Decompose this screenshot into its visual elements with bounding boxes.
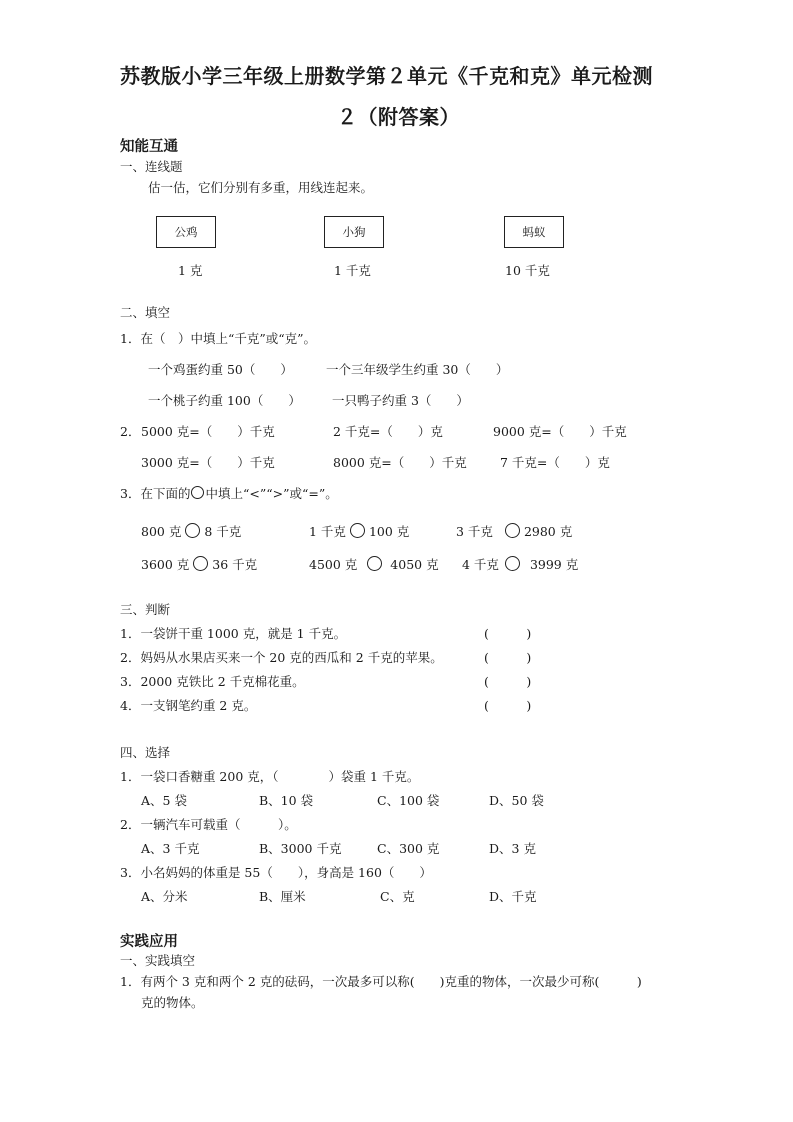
- compare-right: 8 千克: [204, 524, 242, 539]
- fill-q1-prompt: 1．在（ ）中填上“千克”或“克”。: [120, 331, 317, 346]
- match-box-label: 小狗: [342, 225, 366, 239]
- choice-stem[interactable]: 2．一辆汽车可载重（ ）。: [120, 817, 297, 832]
- choice-option-b[interactable]: B、10 袋: [259, 793, 314, 808]
- match-weight-1kg[interactable]: 1 千克: [334, 263, 371, 278]
- compare-circle-blank[interactable]: [505, 556, 520, 571]
- section-heading-practice-fill: 一、实践填空: [120, 953, 196, 968]
- compare-pair: [456, 522, 572, 540]
- part-heading-shijian: 实践应用: [120, 934, 178, 950]
- fill-q2-item[interactable]: 8000 克=（ ）千克: [333, 455, 467, 470]
- compare-left: 800 克: [141, 524, 182, 539]
- compare-left: 3600 克: [141, 557, 190, 572]
- fill-q3-prompt: [120, 484, 338, 502]
- fill-q3-prompt-after: 中填上“<”“>”或“=”。: [205, 486, 338, 501]
- judge-item: 2．妈妈从水果店买来一个 20 克的西瓜和 2 千克的苹果。: [120, 650, 443, 665]
- choice-option-d[interactable]: D、3 克: [489, 841, 536, 856]
- choice-option-b[interactable]: B、厘米: [259, 889, 306, 904]
- match-box-ant[interactable]: [504, 216, 564, 248]
- choice-option-b[interactable]: B、3000 千克: [259, 841, 342, 856]
- compare-right: 100 克: [368, 524, 410, 539]
- match-weight-10kg[interactable]: 10 千克: [505, 263, 550, 278]
- fill-q2-item[interactable]: 7 千克=（ ）克: [500, 455, 610, 470]
- compare-left: 4 千克: [462, 557, 499, 572]
- choice-option-a[interactable]: A、3 千克: [141, 841, 200, 856]
- compare-circle-blank[interactable]: [185, 523, 200, 538]
- compare-pair: [309, 522, 409, 540]
- choice-option-d[interactable]: D、50 袋: [489, 793, 544, 808]
- judge-answer-blank[interactable]: ( ): [484, 674, 532, 689]
- compare-pair: [309, 555, 439, 573]
- choice-option-d[interactable]: D、千克: [489, 889, 537, 904]
- fill-q2-label: 2．: [120, 424, 141, 439]
- match-box-label: 公鸡: [174, 225, 198, 239]
- compare-right: 4050 克: [390, 557, 439, 572]
- match-box-rooster[interactable]: [156, 216, 216, 248]
- fill-q3-prompt-before: 3．在下面的: [120, 486, 191, 501]
- choice-option-c[interactable]: C、300 克: [377, 841, 440, 856]
- judge-item: 3．2000 克铁比 2 千克棉花重。: [120, 674, 305, 689]
- section-heading-choice: 四、选择: [120, 745, 171, 760]
- compare-left: 3 千克: [456, 524, 493, 539]
- section-heading-matching: 一、连线题: [120, 159, 183, 174]
- compare-circle-blank[interactable]: [505, 523, 520, 538]
- choice-stem[interactable]: 1．一袋口香糖重 200 克，（ ）袋重 1 千克。: [120, 769, 420, 784]
- choice-option-c[interactable]: C、100 袋: [377, 793, 440, 808]
- section-heading-fill: 二、填空: [120, 305, 171, 320]
- judge-item: 4．一支钢笔约重 2 克。: [120, 698, 257, 713]
- compare-right: 36 千克: [212, 557, 258, 572]
- practice-q1-line1[interactable]: 1．有两个 3 克和两个 2 克的砝码，一次最多可以称( )克重的物体，一次最少可称( ): [120, 974, 642, 989]
- compare-pair: [462, 555, 578, 573]
- compare-circle-blank[interactable]: [193, 556, 208, 571]
- fill-q1-item[interactable]: 一只鸭子约重 3（ ）: [332, 393, 469, 408]
- compare-right: 2980 克: [523, 524, 573, 539]
- judge-answer-blank[interactable]: ( ): [484, 626, 532, 641]
- fill-q2-item[interactable]: 9000 克=（ ）千克: [493, 424, 627, 439]
- matching-instruction: 估一估，它们分别有多重，用线连起来。: [148, 180, 374, 195]
- compare-circle-blank[interactable]: [350, 523, 365, 538]
- circle-icon: [191, 486, 204, 499]
- compare-circle-blank[interactable]: [367, 556, 382, 571]
- part-heading-zhineng: 知能互通: [120, 139, 178, 155]
- match-box-label: 蚂蚁: [522, 225, 546, 239]
- practice-q1-line2: 克的物体。: [141, 995, 204, 1010]
- compare-pair: [141, 522, 241, 540]
- judge-answer-blank[interactable]: ( ): [484, 650, 532, 665]
- compare-right: 3999 克: [529, 557, 579, 572]
- choice-option-a[interactable]: A、分米: [141, 889, 188, 904]
- fill-q2-item[interactable]: 2 千克=（ ）克: [333, 424, 443, 439]
- document-title-line2: ２（附答案）: [337, 105, 460, 129]
- document-title-line1: 苏教版小学三年级上册数学第２单元《千克和克》单元检测: [120, 64, 653, 88]
- fill-q2-item[interactable]: 5000 克=（ ）千克: [141, 424, 275, 439]
- compare-pair: [141, 555, 257, 573]
- choice-stem[interactable]: 3．小名妈妈的体重是 55（ ），身高是 160（ ）: [120, 865, 432, 880]
- match-box-puppy[interactable]: [324, 216, 384, 248]
- fill-q1-item[interactable]: 一个鸡蛋约重 50（ ）: [148, 362, 293, 377]
- choice-option-c[interactable]: C、克: [380, 889, 415, 904]
- fill-q1-item[interactable]: 一个桃子约重 100（ ）: [148, 393, 301, 408]
- judge-answer-blank[interactable]: ( ): [484, 698, 532, 713]
- fill-q1-item[interactable]: 一个三年级学生约重 30（ ）: [326, 362, 509, 377]
- match-weight-1g[interactable]: 1 克: [178, 263, 203, 278]
- judge-item: 1．一袋饼干重 1000 克，就是 1 千克。: [120, 626, 347, 641]
- fill-q2-item[interactable]: 3000 克=（ ）千克: [141, 455, 275, 470]
- compare-left: 1 千克: [309, 524, 346, 539]
- compare-left: 4500 克: [309, 557, 358, 572]
- choice-option-a[interactable]: A、5 袋: [141, 793, 187, 808]
- section-heading-judge: 三、判断: [120, 602, 171, 617]
